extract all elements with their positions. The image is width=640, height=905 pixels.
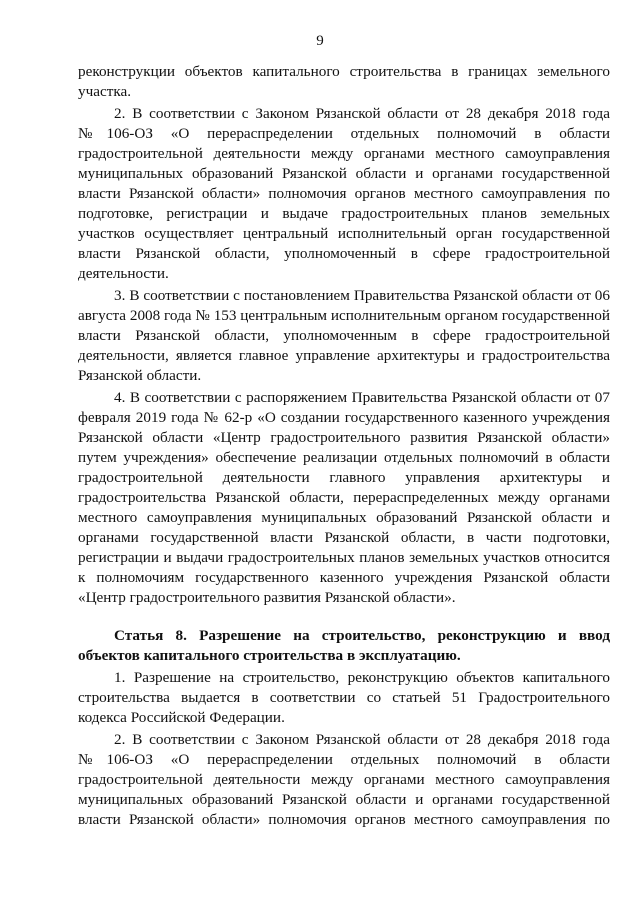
text-line: Рязанской области «Центр градостроительного развития Рязанской области» [78,429,610,446]
text-line: деятельности, является главное управление архитектуры и градостроительства [78,347,610,364]
text-line: муниципальных образований Рязанской области и органами государственной [78,165,610,182]
text-line: власти Рязанской области» полномочия органов местного самоуправления по [78,811,610,828]
text-line: 2. В соответствии с Законом Рязанской области от 28 декабря 2018 года [114,731,610,748]
text-line: февраля 2019 года № 62-р «О создании государственного казенного учреждения [78,409,610,426]
text-line: муниципальных образований Рязанской области и органами государственной [78,791,610,808]
text-line: власти Рязанской области» полномочия органов местного самоуправления по [78,185,610,202]
text-line: строительства выдается в соответствии со статьей 51 Градостроительного [78,689,610,706]
text-line: кодекса Российской Федерации. [78,709,285,726]
text-line: «Центр градостроительного развития Рязанской области». [78,589,456,606]
text-line: органами государственной власти Рязанской области, в части подготовки, [78,529,610,546]
text-line: участков осуществляет центральный исполнительный орган государственной [78,225,610,242]
text-line: путем учреждения» обеспечение реализации отдельных полномочий в области [78,449,610,466]
text-line: к полномочиям государственного казенного учреждения Рязанской области [78,569,610,586]
text-line: реконструкции объектов капитального строительства в границах земельного [78,63,610,80]
page-number: 9 [316,33,324,49]
article-heading: Статья 8. Разрешение на строительство, реконструкцию и ввод [114,627,610,644]
text-line: №106-ОЗ «О перераспределении отдельных полномочий в области [78,751,610,768]
text-line: регистрации и выдачи градостроительных планов земельных участков относится [78,549,610,566]
text-line: подготовке, регистрации и выдаче градостроительных планов земельных [78,205,610,222]
text-line: 1. Разрешение на строительство, реконструкцию объектов капитального [114,669,610,686]
text-line: 3. В соответствии с постановлением Правительства Рязанской области от 06 [114,287,610,304]
text-line: местного самоуправления муниципальных образований Рязанской области и [78,509,610,526]
text-line: №106-ОЗ «О перераспределении отдельных полномочий в области [78,125,610,142]
text-line: 4. В соответствии с распоряжением Правительства Рязанской области от 07 [114,389,610,406]
text-line: деятельности. [78,265,169,282]
text-line: 2. В соответствии с Законом Рязанской области от 28 декабря 2018 года [114,105,610,122]
text-line: градостроительной деятельности между органами местного самоуправления [78,771,610,788]
text-line: Рязанской области. [78,367,202,384]
text-line: участка. [78,83,132,100]
text-line: градостроительной деятельности главного управления архитектуры и [78,469,610,486]
text-line: власти Рязанской области, уполномоченным в сфере градостроительной [78,327,610,344]
text-line: градостроительной деятельности между органами местного самоуправления [78,145,610,162]
text-line: власти Рязанской области, уполномоченный в сфере градостроительной [78,245,610,262]
article-heading: объектов капитального строительства в эксплуатацию. [78,647,461,664]
text-line: августа 2008 года № 153 центральным исполнительным органом государственной [78,307,610,324]
text-line: градостроительства Рязанской области, перераспределенных между органами [78,489,610,506]
